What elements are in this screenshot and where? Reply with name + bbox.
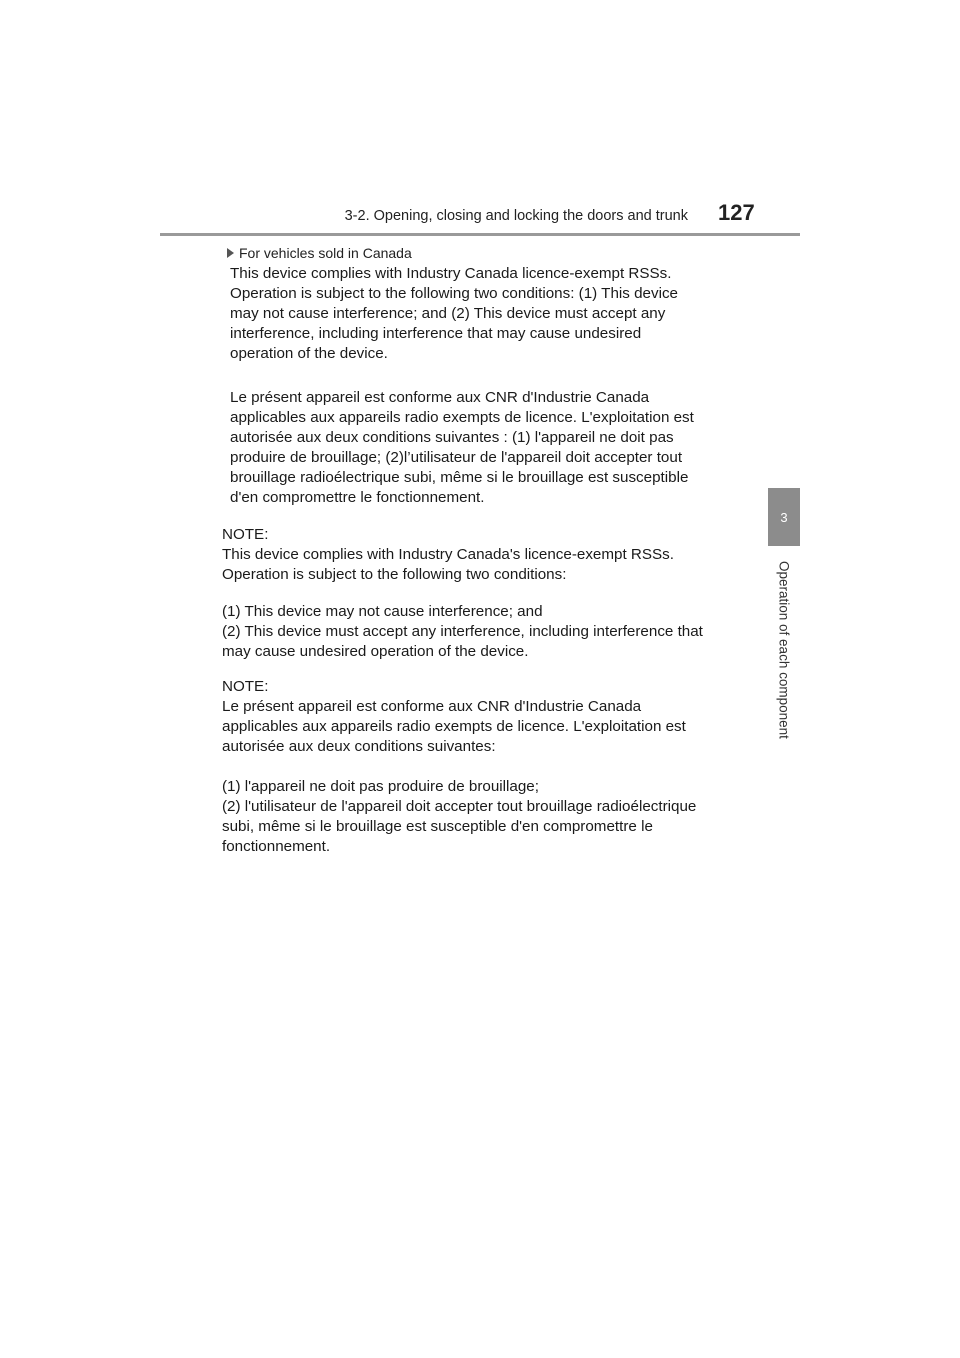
french-note-intro — [222, 677, 686, 757]
text-line: applicables aux appareils radio exempts de licence. L'exploitation est — [222, 718, 686, 735]
text-line: Operation is subject to the following two conditions: — [222, 566, 567, 583]
text-line: (1) l'appareil ne doit pas produire de brouillage; — [222, 778, 539, 795]
text-line: NOTE: — [222, 526, 269, 543]
text-line: NOTE: — [222, 678, 269, 695]
section-title: 3-2. Opening, closing and locking the doors and trunk — [344, 208, 688, 224]
text-line: Operation is subject to the following two conditions: (1) This device — [230, 285, 678, 302]
text-line: operation of the device. — [230, 345, 388, 362]
text-line: applicables aux appareils radio exempts de licence. L'exploitation est — [230, 409, 694, 426]
section-tab — [768, 488, 800, 546]
text-line: interference, including interference that may cause undesired — [230, 325, 642, 342]
text-line: produire de brouillage; (2)l’utilisateur de l'appareil doit accepter tout — [230, 449, 683, 466]
triangle-bullet-icon — [227, 248, 234, 258]
text-line: (2) This device must accept any interference, including interference that — [222, 623, 703, 640]
text-line: autorisée aux deux conditions suivantes : (1) l'appareil ne doit pas — [230, 429, 674, 446]
text-line: brouillage radioélectrique subi, même si le brouillage est susceptible — [230, 469, 689, 486]
header-divider — [160, 233, 800, 236]
section-label: Operation of each component — [776, 561, 792, 739]
text-line: (1) This device may not cause interference; and — [222, 603, 543, 620]
section-number: 3 — [780, 509, 788, 525]
text-line: (2) l'utilisateur de l'appareil doit accepter tout brouillage radioélectrique — [222, 798, 697, 815]
english-note-intro — [222, 525, 674, 585]
text-line: d'en compromettre le fonctionnement. — [230, 489, 485, 506]
text-line: This device complies with Industry Canada's licence-exempt RSSs. — [222, 546, 674, 563]
french-note-items — [222, 777, 696, 857]
text-line: fonctionnement. — [222, 838, 331, 855]
text-line: This device complies with Industry Canada licence-exempt RSSs. — [230, 265, 672, 282]
text-line: subi, même si le brouillage est susceptible d'en compromettre le — [222, 818, 653, 835]
bullet-item — [227, 245, 412, 261]
english-statement — [230, 264, 678, 364]
section-side-label — [768, 552, 800, 748]
text-line: may not cause interference; and (2) This device must accept any — [230, 305, 666, 322]
page-number: 127 — [718, 200, 755, 225]
text-line: may cause undesired operation of the device. — [222, 643, 529, 660]
english-note-items — [222, 602, 703, 662]
text-line: autorisée aux deux conditions suivantes: — [222, 738, 496, 755]
text-line: Le présent appareil est conforme aux CNR d'Industrie Canada — [230, 389, 650, 406]
text-line: Le présent appareil est conforme aux CNR d'Industrie Canada — [222, 698, 642, 715]
bullet-text: For vehicles sold in Canada — [239, 245, 412, 261]
french-statement — [230, 388, 694, 508]
